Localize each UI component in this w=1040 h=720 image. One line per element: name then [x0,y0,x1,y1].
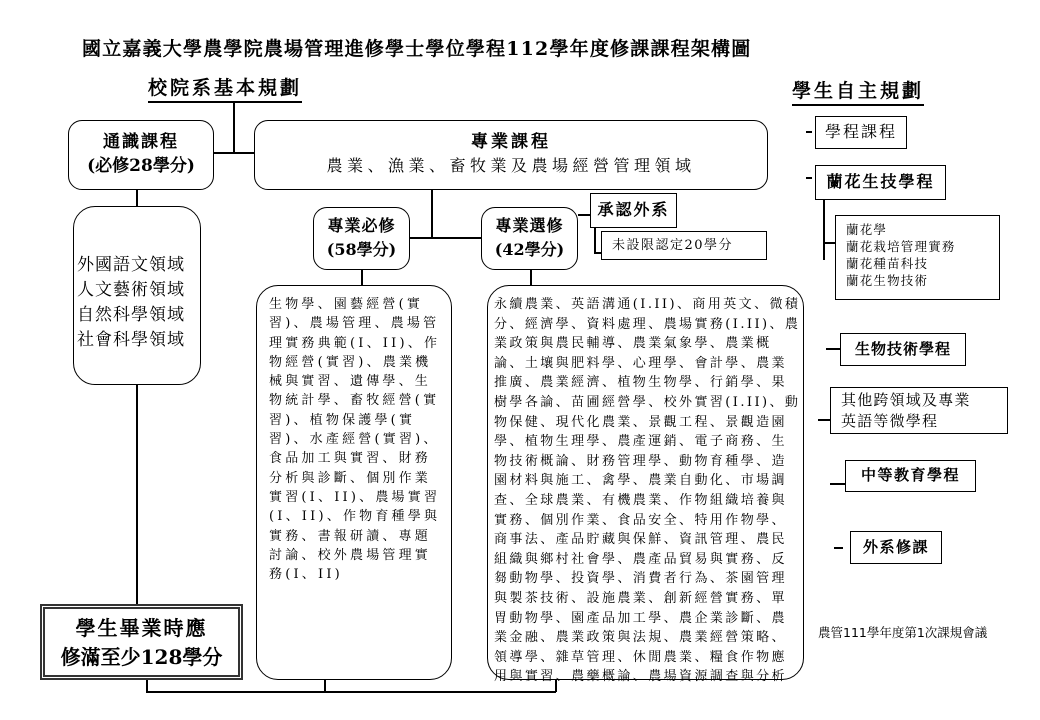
elective-credits: (42學分) [494,240,565,259]
connector [146,691,556,693]
cross-domain-program-label-2: 英語等微學程 [841,412,939,430]
secondary-education-program-label: 中等教育學程 [860,466,960,484]
graduation-requirement-box [40,604,243,680]
external-courses-label: 外系修課 [862,538,929,556]
elective-course-list-box [487,285,804,685]
elective-course-list: 永續農業、英語溝通(I.II)、商用英文、微積分、經濟學、資料處理、農場實務(I.II)、農業政策與農民輔導、農業氣象學、農業概論、土壤與肥料學、心理學、會計學、農業推廣、農業經濟、植物生物學、行銷學、果樹學各論、苗圃經營學、校外實習(I.II)、動物保健、現代化農業、景觀工程、景觀造園學、植物生理學、農產運銷、電子商務、生物技術概論、財務管理學、動物育種學、造園材料與施工、禽學、農業自動化、市場調查、全球農業、有機農業、作物組織培養與實務、個別作業、食品安全、特用作物學、商事法、產品貯藏與保鮮、資訊管理、農民組織與鄉村社會學、農產品貿易與實務、反芻動物學、投資學、消費者行為、茶園管理與製茶技術、設施農業、創新經營實務、單胃動物學、園產品加工學、農企業診斷、農業金融、農業政策與法規、農業經營策略、領導學、雜草管理、休閒農業、糧食作物應用與實習、農藥概論、農場資源調查與分析 [494,297,801,685]
required-course-list: 生物學、園藝經營(實習)、農場管理、農場管理實務典範(I、II)、作物經營(實習)、農業機械與實習、遺傳學、生物統計學、畜牧經營(實習)、植物保護學(實習)、水產經營(實習)、食品加工與實習、財務分析與診斷、個別作業實習(I、II)、農場實習(I、II)、作物育種學與實務、書報研讀、專題討論、校外農場管理實務(I、II) [269,297,441,583]
external-credit-note: 未設限認定20學分 [612,238,734,253]
orchid-program-label: 蘭花生技學程 [826,172,935,191]
secondary-education-program-box [845,460,976,492]
page-title: 國立嘉義大學農學院農場管理進修學士學位學程112學年度修課課程架構圖 [82,38,752,60]
program-courses-box [815,116,907,149]
connector [806,177,812,179]
professional-courses-subtitle: 農業、漁業、畜牧業及農場經營管理領域 [326,156,696,175]
external-courses-box [850,531,942,564]
left-section-heading: 校院系基本規劃 [148,76,302,103]
graduation-line-1: 學生畢業時應 [75,616,208,640]
connector [806,131,812,133]
general-domains-box [73,206,201,385]
program-courses-label: 學程課程 [824,122,897,141]
domain-item: 外國語文領域 [77,255,185,275]
required-course-list-box [256,285,452,680]
connector [324,680,326,692]
external-credit-note-box [601,231,767,260]
connector [826,348,840,350]
connector [830,483,845,485]
orchid-course: 蘭花栽培管理實務 [846,239,956,254]
connector [233,103,235,153]
connector [410,237,481,239]
connector [530,270,532,285]
elective-courses-box [481,207,578,270]
orchid-course: 蘭花種苗科技 [846,256,929,271]
cross-domain-program-label-1: 其他跨領域及專業 [841,391,971,409]
orchid-program-box [815,165,946,200]
general-education-credits: (必修28學分) [87,156,195,176]
connector [431,190,433,238]
biotech-program-label: 生物技術學程 [854,340,951,358]
connector [594,252,601,254]
domain-item: 社會科學領域 [77,330,185,350]
biotech-program-box [840,333,966,366]
connector [818,419,830,421]
orchid-course: 蘭花生物技術 [846,273,929,288]
general-education-box [68,120,214,190]
connector [834,547,843,549]
external-department-box [590,193,677,228]
connector [578,214,590,216]
orchid-course-list-box [835,215,1000,300]
connector [214,152,254,154]
orchid-course: 蘭花學 [846,222,888,237]
right-section-heading: 學生自主規劃 [792,79,924,106]
elective-title: 專業選修 [495,216,564,235]
domain-item: 自然科學領域 [77,305,185,325]
graduation-line-2: 修滿至少128學分 [60,645,223,669]
connector [136,190,138,206]
meeting-note: 農管111學年度第1次課規會議 [818,625,988,640]
domain-item: 人文藝術領域 [77,280,185,300]
cross-domain-program-box [830,387,1008,434]
connector [594,228,596,253]
required-title: 專業必修 [327,216,396,235]
connector [824,242,835,244]
general-education-title: 通識課程 [103,132,179,152]
connector [823,200,825,260]
external-department-title: 承認外系 [597,200,670,219]
connector [136,385,138,604]
required-courses-box [313,207,410,270]
required-credits: (58學分) [326,240,397,259]
professional-courses-title: 專業課程 [471,132,551,152]
professional-courses-box [254,120,768,190]
connector [361,270,363,285]
